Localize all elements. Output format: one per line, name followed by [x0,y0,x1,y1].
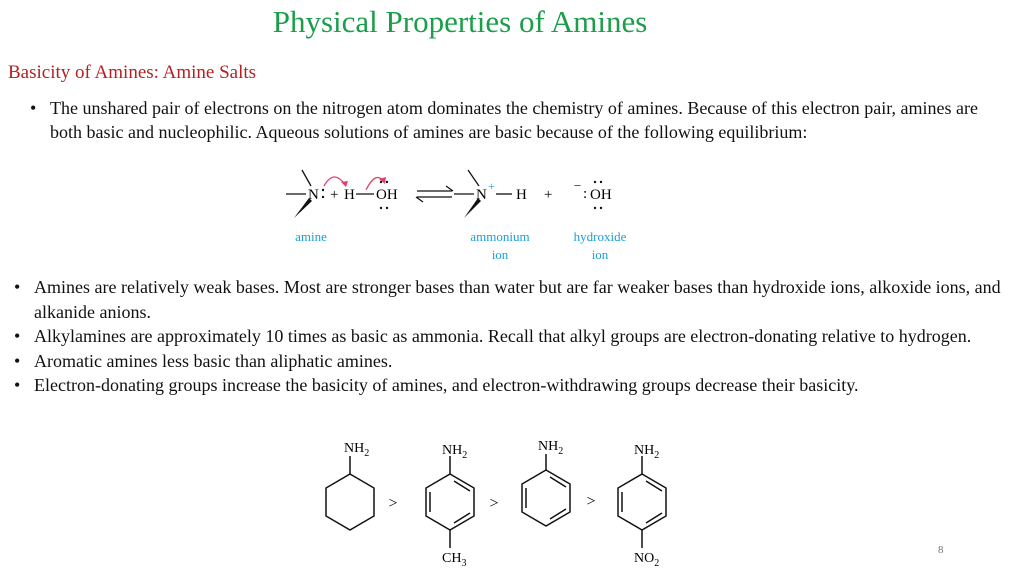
bullet-text: Alkylamines are approximately 10 times as basic as ammonia. Recall that alkyl groups are electron-donating relative to hydrogen. [34,326,972,346]
label-amine: amine [295,229,327,244]
ammonium-n-label: N [476,187,487,203]
equilibrium-arrow [416,197,423,202]
plus-sign: + [544,187,553,203]
slide-subtitle: Basicity of Amines: Amine Salts [8,62,257,83]
benzene-ring [618,474,666,530]
ammonium-charge: + [488,179,495,193]
benzene-ring [522,470,570,526]
curved-arrow [324,177,346,186]
label-hydroxide-ion: ion [591,247,609,262]
hydroxide-charge: − [574,178,582,193]
bullet-item [14,373,1022,398]
bullet-dot: • [14,375,21,395]
water-h-label: H [344,187,355,203]
label-ammonium: ammonium [470,229,530,244]
basicity-comparison-diagram [320,436,680,572]
nh2-label-toluidine: $NH_2$ [442,443,468,461]
no2-label: $NO_2$ [634,551,660,569]
bullet-text: Aromatic amines less basic than aliphatic amines. [34,350,393,371]
bullet-item [30,96,990,144]
benzene-ring [426,474,474,530]
ch3-label: $CH_3$ [442,551,467,569]
amine-n-label: N [308,187,319,203]
nh2-label-nitroaniline: $NH_2$ [634,443,660,461]
bullet-text: The unshared pair of electrons on the nitrogen atom dominates the chemistry of amines. Because of this electron pair, amines are both basic and nucleophilic. Aqueous solutions of amines are basic because of the following equilibrium: [50,98,978,142]
label-hydroxide: hydroxide [573,229,627,244]
cyclohexane-ring [326,474,374,530]
bullet-list-bottom [14,275,1022,398]
hydroxide-oh-label: OH [590,187,612,203]
amine-equilibrium-diagram [280,160,660,270]
bullet-text: Amines are relatively weak bases. Most are stronger bases than water but are far weaker bases than hydroxide ions, alkoxide ions, and alkanide anions. [34,277,1001,322]
water-oh-label: OH [376,187,398,203]
gt-sign: > [586,493,596,510]
nh2-label-cyclohexyl: $NH_2$ [344,441,370,459]
bullet-item [14,324,1022,349]
gt-sign: > [489,495,499,512]
bullet-list-top [30,96,990,144]
hydroxide-colon: : [583,186,588,202]
equilibrium-arrow [446,186,453,191]
bullet-text: Electron-donating groups increase the basicity of amines, and electron-withdrawing groups decrease their basicity. [34,375,859,395]
bullet-dot: • [14,326,21,346]
bond-line [468,170,479,186]
bullet-dot: • [30,98,37,118]
ammonium-h-label: H [516,187,527,203]
plus-sign: + [330,187,339,203]
gt-sign: > [388,495,398,512]
bullet-item [14,349,1022,374]
label-ammonium-ion: ion [491,247,509,262]
bullet-dot: • [14,350,21,371]
bullet-dot: • [14,277,21,297]
slide-title: Physical Properties of Amines [272,4,648,39]
bond-line [302,170,311,186]
bullet-item [14,275,1022,324]
nh2-label-aniline: $NH_2$ [538,439,564,457]
page-number: 8 [938,544,944,556]
